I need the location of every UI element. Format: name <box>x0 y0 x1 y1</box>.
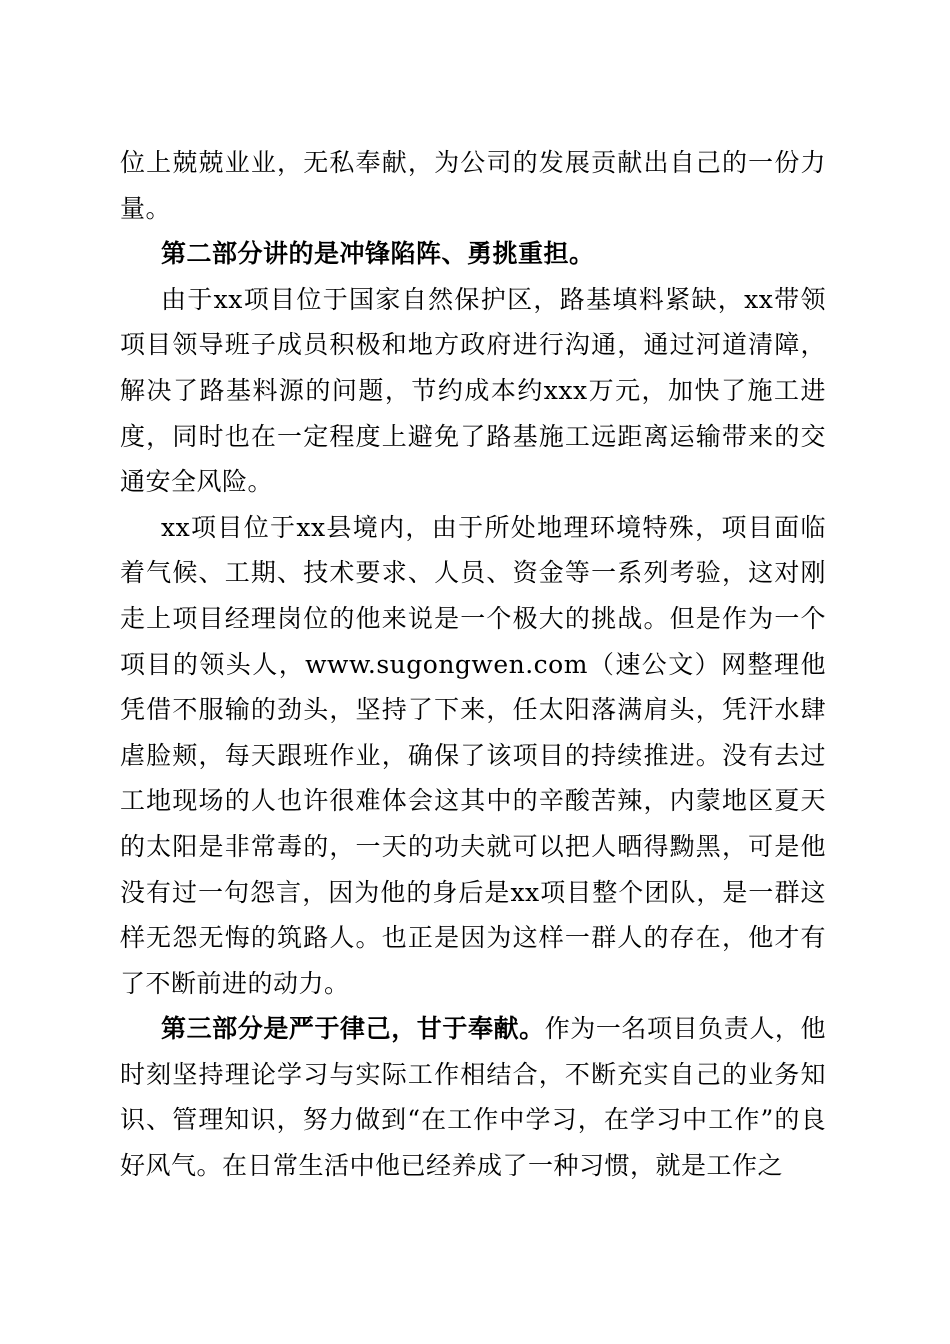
paragraph-project-challenges <box>120 505 826 1007</box>
paragraph-roadbed-material <box>120 277 826 505</box>
paragraph-continuation <box>120 140 826 231</box>
document-body <box>120 140 826 1189</box>
paragraph-section-three <box>120 1006 826 1188</box>
paragraph-text: 作为一名项目负责人，他时刻坚持理论学习与实际工作相结合，不断充实自己的业务知识、管理知识，努力做到“在工作中学习，在学习中工作”的良好风气。在日常生活中他已经养成了一种习惯，就是工作之 <box>120 1014 826 1181</box>
paragraph-text: xx项目位于xx县境内，由于所处地理环境特殊，项目面临着气候、工期、技术要求、人员、资金等一系列考验，这对刚走上项目经理岗位的他来说是一个极大的挑战。但是作为一个项目的领头人，www.sugongwen.com（速公文）网整理他凭借不服输的劲头，坚持了下来，任太阳落满肩头，凭汗水肆虐脸颊，每天跟班作业，确保了该项目的持续推进。没有去过工地现场的人也许很难体会这其中的辛酸苦辣，内蒙地区夏天的太阳是非常毒的，一天的功夫就可以把人晒得黝黑，可是他没有过一句怨言，因为他的身后是xx项目整个团队，是一群这样无怨无悔的筑路人。也正是因为这样一群人的存在，他才有了不断前进的动力。 <box>120 512 826 998</box>
section-heading: 第二部分讲的是冲锋陷阵、勇挑重担。 <box>161 239 595 269</box>
paragraph-text: 由于xx项目位于国家自然保护区，路基填料紧缺，xx带领项目领导班子成员积极和地方政府进行沟通，通过河道清障，解决了路基料源的问题，节约成本约xxx万元，加快了施工进度，同时也在一定程度上避免了路基施工远距离运输带来的交通安全风险。 <box>120 284 826 497</box>
paragraph-section-two-heading <box>120 231 826 277</box>
section-heading: 第三部分是严于律己，甘于奉献。 <box>161 1014 545 1044</box>
paragraph-text: 位上兢兢业业，无私奉献，为公司的发展贡献出自己的一份力量。 <box>120 148 826 223</box>
